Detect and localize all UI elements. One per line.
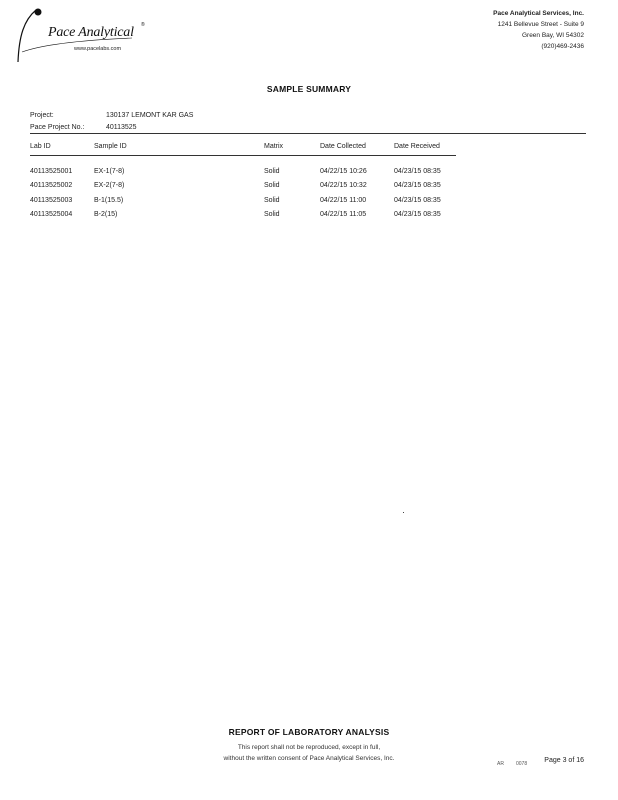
cell-sample-id: EX-2(7-8) — [94, 182, 125, 189]
cell-lab-id: 40113525004 — [30, 211, 73, 218]
company-address — [493, 8, 584, 52]
page-title: SAMPLE SUMMARY — [266, 84, 352, 94]
project-meta — [30, 110, 193, 134]
footer-disclaimer-1: This report shall not be reproduced, except in full, — [237, 744, 381, 751]
footer-code: AR — [497, 761, 504, 767]
table-row — [30, 204, 456, 219]
col-date-collected: Date Collected — [320, 141, 394, 156]
company-phone: (920)469-2436 — [541, 43, 584, 50]
divider — [30, 133, 586, 134]
cell-date-received: 04/23/15 08:35 — [394, 182, 441, 189]
pace-logo — [14, 6, 154, 66]
footer-code-number: 0078 — [516, 761, 528, 767]
logo-url: www.pacelabs.com — [74, 46, 122, 52]
cell-lab-id: 40113525001 — [30, 167, 73, 175]
project-value: 130137 LEMONT KAR GAS — [105, 112, 194, 119]
col-sample-id: Sample ID — [94, 141, 264, 156]
cell-matrix: Solid — [264, 167, 280, 175]
cell-date-collected: 04/22/15 10:26 — [320, 167, 367, 175]
col-matrix: Matrix — [264, 141, 320, 156]
cell-matrix: Solid — [264, 211, 280, 218]
cell-sample-id: B-2(15) — [94, 211, 118, 218]
footer-heading: REPORT OF LABORATORY ANALYSIS — [228, 727, 390, 737]
page-number: Page 3 of 16 — [544, 757, 584, 764]
cell-date-collected: 04/22/15 11:00 — [320, 196, 367, 204]
cell-date-received: 04/23/15 08:35 — [394, 211, 441, 218]
cell-lab-id: 40113525003 — [30, 196, 73, 204]
cell-date-collected: 04/22/15 10:32 — [320, 182, 367, 189]
company-city: Green Bay, WI 54302 — [521, 32, 584, 39]
cell-matrix: Solid — [264, 182, 280, 189]
cell-lab-id: 40113525002 — [30, 182, 73, 189]
report-footer — [0, 727, 618, 764]
col-date-received: Date Received — [394, 141, 456, 156]
table-row — [30, 156, 456, 175]
company-street: 1241 Bellevue Street - Suite 9 — [497, 21, 584, 28]
scan-speck — [403, 512, 404, 513]
table-header-row — [30, 141, 456, 156]
table-row — [30, 175, 456, 190]
cell-sample-id: EX-1(7-8) — [94, 167, 125, 175]
pace-project-value: 40113525 — [105, 124, 137, 131]
cell-date-received: 04/23/15 08:35 — [394, 167, 441, 175]
logo-wordmark: Pace Analytical — [48, 25, 134, 40]
sample-table — [30, 141, 456, 218]
registered-mark: ® — [141, 22, 145, 28]
cell-date-collected: 04/22/15 11:05 — [320, 211, 367, 218]
col-lab-id: Lab ID — [30, 141, 94, 156]
table-row — [30, 189, 456, 204]
pace-project-label: Pace Project No.: — [30, 124, 85, 131]
company-name: Pace Analytical Services, Inc. — [493, 10, 584, 17]
project-label: Project: — [30, 112, 54, 119]
project-row — [30, 110, 193, 122]
footer-disclaimer-2: without the written consent of Pace Analytical Services, Inc. — [223, 755, 395, 762]
cell-date-received: 04/23/15 08:35 — [394, 196, 441, 204]
cell-sample-id: B-1(15.5) — [94, 196, 124, 204]
cell-matrix: Solid — [264, 196, 280, 204]
